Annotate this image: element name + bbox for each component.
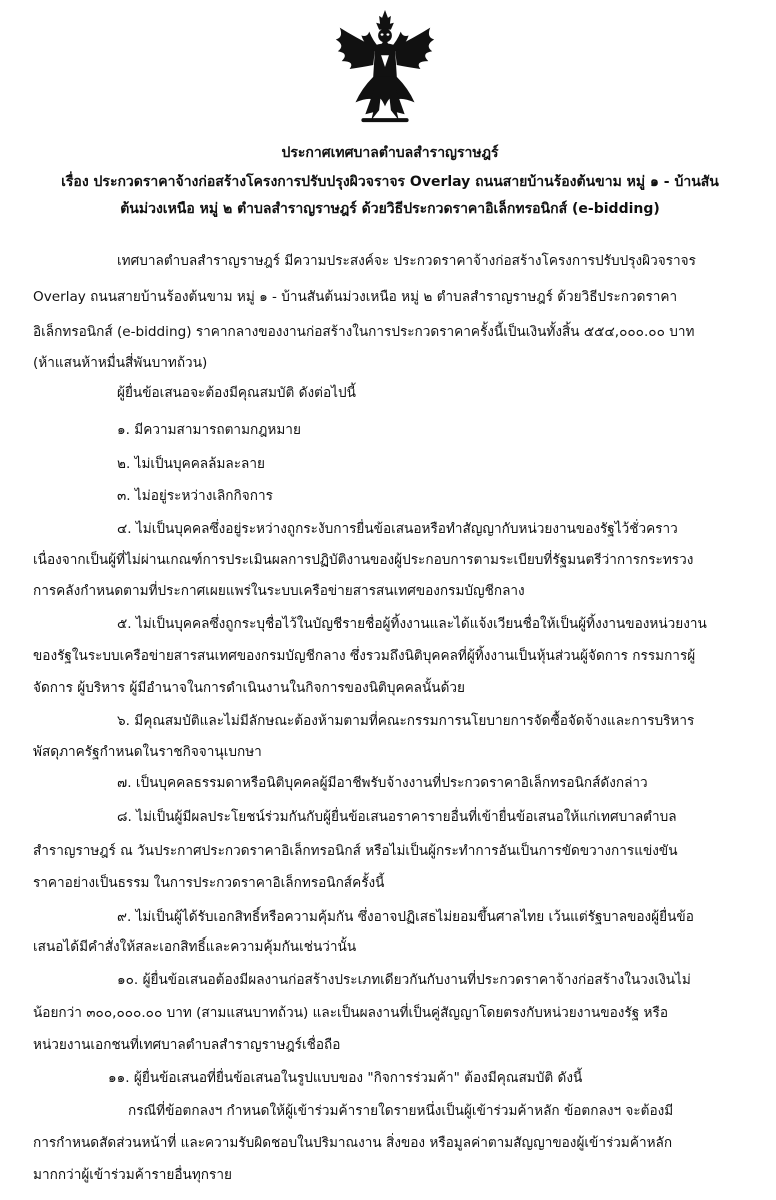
qualification-item-2: ๒. ไม่เป็นบุคคลล้มละลาย <box>117 456 265 472</box>
issuer-heading: ประกาศเทศบาลตำบลสำราญราษฎร์ <box>281 145 499 161</box>
joint-venture-line-2: การกำหนดสัดส่วนหน้าที่ และความรับผิดชอบในปริมาณงาน สิ่งของ หรือมูลค่าตามสัญญาของผู้เข้าร่วมค้าหลัก <box>33 1135 673 1151</box>
qualification-item-5-line-1: ๕. ไม่เป็นบุคคลซึ่งถูกระบุชื่อไว้ในบัญชีรายชื่อผู้ทิ้งงานและได้แจ้งเวียนชื่อให้เป็นผู้ทิ้งงานของหน่วยงาน <box>117 616 707 632</box>
qualification-item-5-line-2: ของรัฐในระบบเครือข่ายสารสนเทศของกรมบัญชีกลาง ซึ่งรวมถึงนิติบุคคลที่ผู้ทิ้งงานเป็นหุ้นส่วนผู้จัดการ กรรมการผู้ <box>33 648 696 664</box>
intro-line-3: อิเล็กทรอนิกส์ (e-bidding) ราคากลางของงานก่อสร้างในการประกวดราคาครั้งนี้เป็นเงินทั้งสิ้น ๕๕๔,๐๐๐.๐๐ บาท <box>33 324 695 340</box>
qualifications-heading: ผู้ยื่นข้อเสนอจะต้องมีคุณสมบัติ ดังต่อไปนี้ <box>117 385 356 401</box>
garuda-emblem-icon <box>326 8 444 126</box>
qualification-item-9-line-1: ๙. ไม่เป็นผู้ได้รับเอกสิทธิ์หรือความคุ้มกัน ซึ่งอาจปฏิเสธไม่ยอมขึ้นศาลไทย เว้นแต่รัฐบาลของผู้ยื่นข้อ <box>117 909 694 925</box>
joint-venture-line-3: มากกว่าผู้เข้าร่วมค้ารายอื่นทุกราย <box>33 1167 232 1183</box>
qualification-item-6-line-1: ๖. มีคุณสมบัติและไม่มีลักษณะต้องห้ามตามที่คณะกรรมการนโยบายการจัดซื้อจัดจ้างและการบริหาร <box>117 713 695 729</box>
intro-line-1: เทศบาลตำบลสำราญราษฎร์ มีความประสงค์จะ ประกวดราคาจ้างก่อสร้างโครงการปรับปรุงผิวจราจร <box>117 253 696 269</box>
joint-venture-line-1: กรณีที่ข้อตกลงฯ กำหนดให้ผู้เข้าร่วมค้ารายใดรายหนึ่งเป็นผู้เข้าร่วมค้าหลัก ข้อตกลงฯ จะต้องมี <box>128 1103 674 1119</box>
qualification-item-8-line-2: สำราญราษฎร์ ณ วันประกาศประกวดราคาอิเล็กทรอนิกส์ หรือไม่เป็นผู้กระทำการอันเป็นการขัดขวางการแข่งขัน <box>33 843 678 859</box>
qualification-item-10-line-2: น้อยกว่า ๓๐๐,๐๐๐.๐๐ บาท (สามแสนบาทถ้วน) และเป็นผลงานที่เป็นคู่สัญญาโดยตรงกับหน่วยงานของรัฐ หรือ <box>33 1005 668 1021</box>
qualification-item-8-line-3: ราคาอย่างเป็นธรรม ในการประกวดราคาอิเล็กทรอนิกส์ครั้งนี้ <box>33 875 385 891</box>
qualification-item-10-line-3: หน่วยงานเอกชนที่เทศบาลตำบลสำราญราษฎร์เชื่อถือ <box>33 1037 341 1053</box>
announcement-title <box>20 140 760 223</box>
subject-line-1: เรื่อง ประกวดราคาจ้างก่อสร้างโครงการปรับปรุงผิวจราจร Overlay ถนนสายบ้านร้องต้นขาม หมู่ ๑ - บ้านสัน <box>61 174 719 190</box>
subject-line-2: ต้นม่วงเหนือ หมู่ ๒ ตำบลสำราญราษฎร์ ด้วยวิธีประกวดราคาอิเล็กทรอนิกส์ (e-bidding) <box>120 201 660 217</box>
qualification-item-7: ๗. เป็นบุคคลธรรมดาหรือนิติบุคคลผู้มีอาชีพรับจ้างงานที่ประกวดราคาอิเล็กทรอนิกส์ดังกล่าว <box>117 775 648 791</box>
qualification-item-10-line-1: ๑๐. ผู้ยื่นข้อเสนอต้องมีผลงานก่อสร้างประเภทเดียวกันกับงานที่ประกวดราคาจ้างก่อสร้างในวงเงินไม่ <box>117 972 691 988</box>
intro-line-4: (ห้าแสนห้าหมื่นสี่พันบาทถ้วน) <box>33 355 208 371</box>
qualification-item-4-line-1: ๔. ไม่เป็นบุคคลซึ่งอยู่ระหว่างถูกระงับการยื่นข้อเสนอหรือทำสัญญากับหน่วยงานของรัฐไว้ชั่วคราว <box>117 521 678 537</box>
qualification-item-1: ๑. มีความสามารถตามกฎหมาย <box>117 422 301 438</box>
qualification-item-11: ๑๑. ผู้ยื่นข้อเสนอที่ยื่นข้อเสนอในรูปแบบของ "กิจการร่วมค้า" ต้องมีคุณสมบัติ ดังนี้ <box>108 1070 583 1086</box>
qualification-item-6-line-2: พัสดุภาครัฐกำหนดในราชกิจจานุเบกษา <box>33 744 262 760</box>
qualification-item-3: ๓. ไม่อยู่ระหว่างเลิกกิจการ <box>117 488 273 504</box>
qualification-item-9-line-2: เสนอได้มีคำสั่งให้สละเอกสิทธิ์และความคุ้มกันเช่นว่านั้น <box>33 939 357 955</box>
qualification-item-5-line-3: จัดการ ผู้บริหาร ผู้มีอำนาจในการดำเนินงานในกิจการของนิติบุคคลนั้นด้วย <box>33 680 466 696</box>
qualification-item-8-line-1: ๘. ไม่เป็นผู้มีผลประโยชน์ร่วมกันกับผู้ยื่นข้อเสนอราคารายอื่นที่เข้ายื่นข้อเสนอให้แก่เทศบาลตำบล <box>117 809 677 825</box>
qualification-item-4-line-2: เนื่องจากเป็นผู้ที่ไม่ผ่านเกณฑ์การประเมินผลการปฏิบัติงานของผู้ประกอบการตามระเบียบที่รัฐมนตรีว่าการกระทรวง <box>33 552 694 568</box>
qualification-item-4-line-3: การคลังกำหนดตามที่ประกาศเผยแพร่ในระบบเครือข่ายสารสนเทศของกรมบัญชีกลาง <box>33 583 525 599</box>
intro-line-2: Overlay ถนนสายบ้านร้องต้นขาม หมู่ ๑ - บ้านสันต้นม่วงเหนือ หมู่ ๒ ตำบลสำราญราษฎร์ ด้วยวิธีประกวดราคา <box>33 289 678 305</box>
